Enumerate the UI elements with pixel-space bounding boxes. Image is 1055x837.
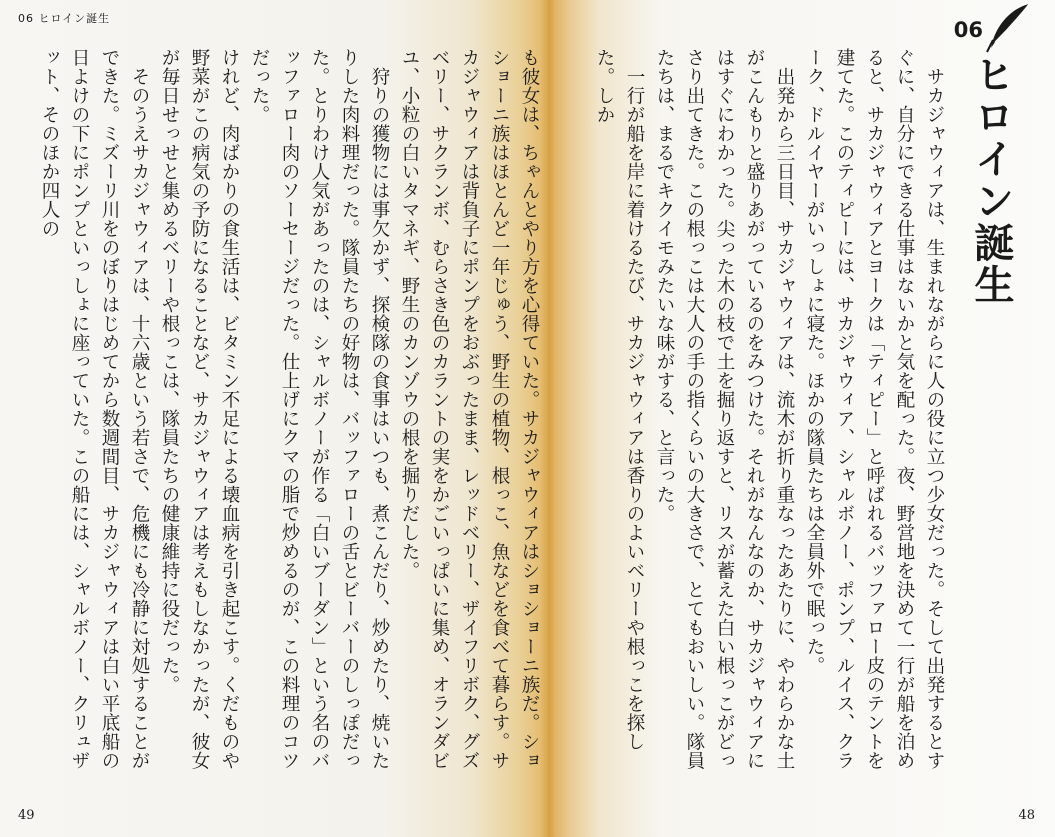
running-head: 06 ヒロイン誕生	[18, 12, 111, 25]
paragraph: 一行が船を岸に着けるたび、サカジャウィアは香りのよいベリーや根っこを探した。しか	[594, 48, 645, 751]
page-number-left: 49	[18, 808, 35, 823]
paragraph: そのうえサカジャウィアは、十六歳という若さで、危機にも冷静に対処することができた。ミズーリ川をのぼりはじめてから数週間目、サカジャウィアは白い平底船の日よけの下にポンプといっしょに座っていた。この船には、シャルボノー、クリュザット、そのほか四人の	[39, 48, 150, 770]
paragraph: サカジャウィアは、生まれながらに人の役に立つ少女だった。そして出発するとすぐに、自分にできる仕事はないかと気を配った。夜、野営地を決めて一行が船を泊めると、サカジャウィアとヨークは「ティピー」と呼ばれるバッファロー皮のテントを建てた。このティピーには、サカジャウィア、シャルボノー、ポンプ、ルイス、クラーク、ドルイヤーがいっしょに寝た。ほかの隊員たちは全員外で眠った。	[804, 48, 945, 770]
left-page-body	[14, 48, 544, 778]
paragraph: 出発から三日目、サカジャウィアは、流木が折り重なったあたりに、やわらかな土がこんもりと盛りあがっているのをみつけた。それがなんなのか、サカジャウィアにはすぐにわかった。尖った木の枝で土を掘り返すと、リスが蓄えた白い根っこがどっさり出てきた。この根っこは大人の手の指くらいの大きさで、とてもおいしい。隊員たちは、まるでキクイモみたいな味がする、と言った。	[654, 48, 795, 770]
paragraph: も彼女は、ちゃんとやり方を心得ていた。サカジャウィアはショショーニ族だ。ショショーニ族はほとんど一年じゅう、野生の植物、根っこ、魚などを食べて暮らす。サカジャウィアは背負子にポンプをおぶったまま、レッドベリー、ザイフリボク、グズベリー、サクランボ、むらさき色のカラントの実をかごいっぱいに集め、オランダビユ、小粒の白いタマネギ、野生のカンゾウの根を掘りだした。	[399, 48, 540, 770]
page-number-right: 48	[1018, 808, 1035, 823]
chapter-title: ヒロイン誕生	[968, 54, 1014, 306]
right-page-body	[557, 48, 949, 778]
quill-pen-icon	[983, 2, 1033, 54]
book-gutter	[540, 0, 556, 837]
chapter-number: 06	[953, 18, 983, 42]
right-page	[548, 0, 1055, 837]
paragraph: 狩りの獲物には事欠かず、探検隊の食事はいつも、煮こんだり、炒めたり、焼いたりした肉料理だった。隊員たちの好物は、バッファローの舌とビーバーのしっぽだった。とりわけ人気があったのは、シャルボノーが作る「白いブーダン」という名のバッファロー肉のソーセージだった。仕上げにクマの脂で炒めるのが、この料理のコツだった。	[249, 48, 390, 770]
paragraph: けれど、肉ばかりの食生活は、ビタミン不足による壊血病を引き起こす。くだものや野菜がこの病気の予防になることなど、サカジャウィアは考えもしなかったが、彼女が毎日せっせと集めるベリーや根っこは、隊員たちの健康維持に役だった。	[159, 48, 240, 770]
